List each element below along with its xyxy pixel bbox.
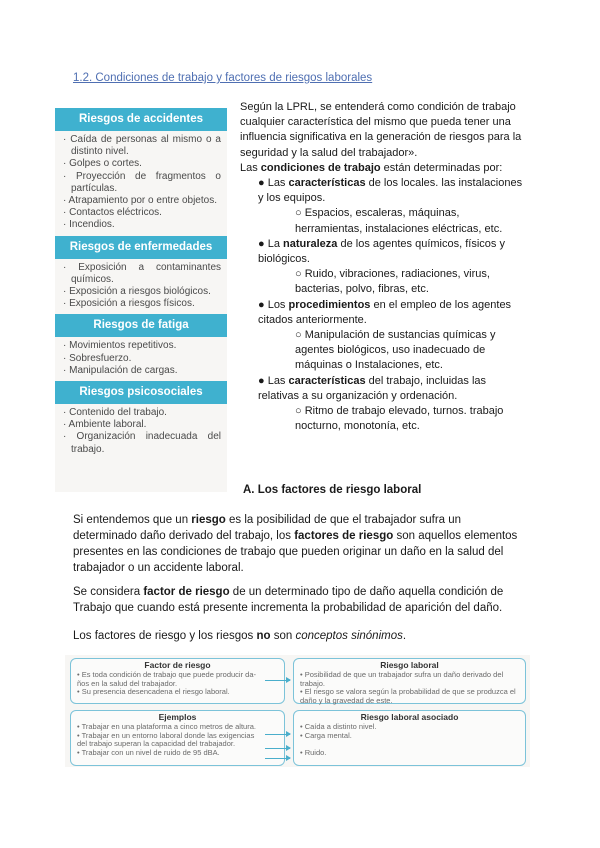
- bullet-item: ● Los procedimientos en el empleo de los agentes citados anteriormente.: [258, 298, 512, 326]
- paragraph-risk-definition: Si entendemos que un riesgo es la posibilidad de que el trabajador sufra un determinado daño derivado del trabajo, los factores de riesgo son aquellos elementos presentes en las condiciones de trabajo que pueden originar un daño en la salud del trabajador o un accidente laboral.: [73, 514, 518, 574]
- risk-item: · Golpes o cortes.: [63, 158, 142, 170]
- bullet-item: ● Las características del trabajo, incluidas las relativas a su organización y ordenación.: [258, 374, 487, 402]
- sub-bullet-item: ○ Ruido, vibraciones, radiaciones, virus, bacterias, polvo, fibras, etc.: [295, 268, 490, 296]
- subheading: A. Los factores de riesgo laboral: [243, 484, 422, 496]
- factor-box: Factor de riesgo • Es toda condición de trabajo que puede producir da- ños en la salud del trabajador. • Su presencia desencadena el riesgo laboral.: [70, 658, 285, 704]
- arrow-icon: [265, 758, 290, 759]
- risk-item: · Proyección de fragmentos o partículas.: [63, 170, 221, 194]
- risk-group-title: Riesgos de enfermedades: [55, 236, 227, 259]
- bullet-item: ● Las características de los locales. las instalaciones y los equipos.: [258, 177, 523, 205]
- conditions-line: Las condiciones de trabajo están determinadas por:: [240, 161, 503, 174]
- risk-item: · Ambiente laboral.: [63, 419, 147, 431]
- arrow-icon: [265, 680, 290, 681]
- arrow-icon: [265, 734, 290, 735]
- examples-box: Ejemplos • Trabajar en una plataforma a cinco metros de altura. • Trabajar en un entorno laboral donde las exigencias del trabajo superan la capacidad del trabajador. • Trabajar con un nivel de ruido de 95 dBA.: [70, 710, 285, 766]
- intro-paragraph: Según la LPRL, se entenderá como condición de trabajo cualquier característica del mismo que pueda tener una influencia significativa en la generación de riesgos para la seguridad y la salud del trabajador».: [240, 101, 522, 159]
- paragraph-factor-definition: Se considera factor de riesgo de un determinado tipo de daño aquella condición de Trabajo que cuando está presente incrementa la probabilidad de aparición del daño.: [73, 586, 504, 614]
- risk-item: · Movimientos repetitivos.: [63, 340, 177, 352]
- section-heading: 1.2. Condiciones de trabajo y factores de riesgos laborales: [73, 72, 373, 84]
- risk-item: · Organización inadecuada del trabajo.: [63, 431, 221, 455]
- risk-item: · Manipulación de cargas.: [63, 364, 178, 376]
- risk-types-panel: [55, 108, 227, 492]
- risk-item: · Incendios.: [63, 219, 115, 231]
- paragraph-not-synonyms: Los factores de riesgo y los riesgos no son conceptos sinónimos.: [73, 630, 407, 642]
- bullet-item: ● La naturaleza de los agentes químicos, físicos y biológicos.: [258, 237, 505, 266]
- risk-item: · Contactos eléctricos.: [63, 207, 162, 219]
- risk-item: · Caída de personas al mismo o a distinto nivel.: [63, 134, 221, 158]
- sub-bullet-item: ○ Espacios, escaleras, máquinas, herramientas, instalaciones eléctricas, etc.: [295, 207, 503, 235]
- risk-item: · Exposición a riesgos biológicos.: [63, 286, 211, 298]
- risk-group-title: Riesgos de fatiga: [55, 314, 227, 337]
- arrow-icon: [265, 748, 290, 749]
- sub-bullet-item: ○ Ritmo de trabajo elevado, turnos. trabajo nocturno, monotonía, etc.: [295, 405, 504, 433]
- risk-group-psychosocial: [55, 381, 227, 460]
- risk-item: · Exposición a contaminantes químicos.: [63, 261, 221, 285]
- risk-item: · Atrapamiento por o entre objetos.: [63, 195, 217, 207]
- risk-item: · Contenido del trabajo.: [63, 407, 167, 419]
- risk-item: · Sobresfuerzo.: [63, 352, 132, 364]
- risk-group-title: Riesgos de accidentes: [55, 108, 227, 131]
- associated-risk-box: Riesgo laboral asociado • Caída a distinto nivel. • Carga mental. • Ruido.: [293, 710, 526, 766]
- risk-item: · Exposición a riesgos físicos.: [63, 298, 195, 310]
- risk-box: Riesgo laboral • Posibilidad de que un trabajador sufra un daño derivado del trabajo. • El riesgo se valora según la probabilidad de que se produzca el daño y la gravedad de este.: [293, 658, 526, 704]
- sub-bullet-item: ○ Manipulación de sustancias químicas y agentes biológicos, uso inadecuado de máquinas o Instalaciones, etc.: [295, 329, 496, 372]
- risk-group-title: Riesgos psicosociales: [55, 381, 227, 404]
- factor-risk-diagram: [65, 655, 530, 767]
- risk-group-illness: [55, 236, 227, 315]
- conditions-text: [240, 100, 525, 434]
- risk-group-fatigue: [55, 314, 227, 381]
- risk-group-accidents: [55, 108, 227, 236]
